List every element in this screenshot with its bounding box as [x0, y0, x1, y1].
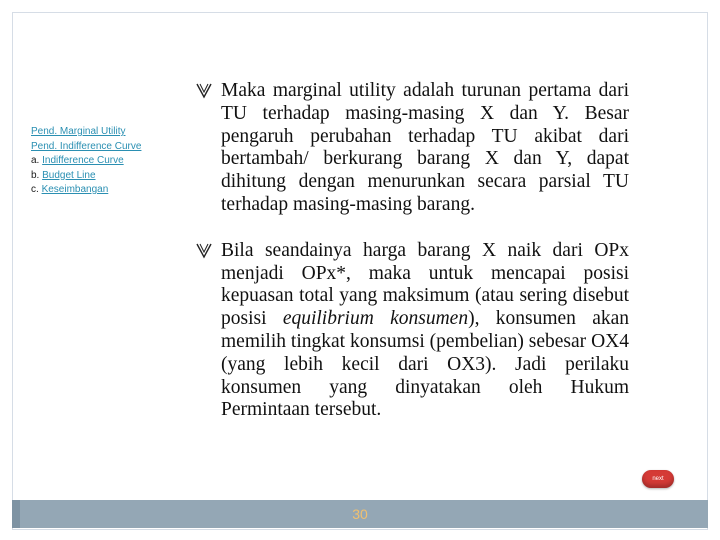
nav-link-indifference-curve[interactable]: Indifference Curve [42, 155, 124, 166]
equilibrium-term: equilibrium konsumen [282, 308, 469, 330]
next-slide-button[interactable] [642, 470, 674, 488]
nav-link-budget-line[interactable]: Budget Line [42, 169, 96, 181]
nav-link-keseimbangan[interactable]: Keseimbangan [41, 184, 109, 195]
slide-navigation [31, 125, 191, 198]
slide-content [196, 80, 629, 422]
nav-item-indifference-curve: a. Indifference Curve [31, 155, 124, 166]
next-button-label: next [652, 476, 664, 482]
nav-link-marginal-utility[interactable]: Pend. Marginal Utility [31, 126, 126, 137]
bullet-point-equilibrium [196, 240, 629, 422]
nav-item-keseimbangan: c. Keseimbangan [31, 184, 109, 195]
bullet-text-2: Bila seandainya harga barang X naik dari OPx menjadi OPx*, maka untuk mencapai posisi kepuasan total yang maksimum (atau sering disebut posisi equilibrium konsumen), konsumen akan memilih tingkat konsumsi (pembelian) sebesar OX4 (yang lebih kecil dari OX3). Jadi perilaku konsumen yang dinyatakan oleh Hukum Permintaan tersebut. [221, 239, 630, 421]
nav-item-indifference-curve-section [31, 140, 191, 155]
bullet-text-1: Maka marginal utility adalah turunan pertama dari TU terhadap masing-masing X dan Y. Besar pengaruh perubahan terhadap TU akibat dari bertambah/ berkurang barang X dan Y, dapat dihitung dengan menurunkan secara parsial TU terhadap masing-masing barang. [221, 80, 629, 215]
page-number: 30 [352, 506, 368, 522]
nav-link-indifference-curve-section[interactable]: Pend. Indifference Curve [31, 140, 142, 152]
nav-item-budget-line: b. Budget Line [31, 169, 96, 181]
check-arrow-icon [196, 81, 214, 103]
check-arrow-icon [196, 241, 214, 263]
bullet-point-marginal-utility [196, 80, 629, 217]
nav-item-marginal-utility [31, 125, 191, 140]
